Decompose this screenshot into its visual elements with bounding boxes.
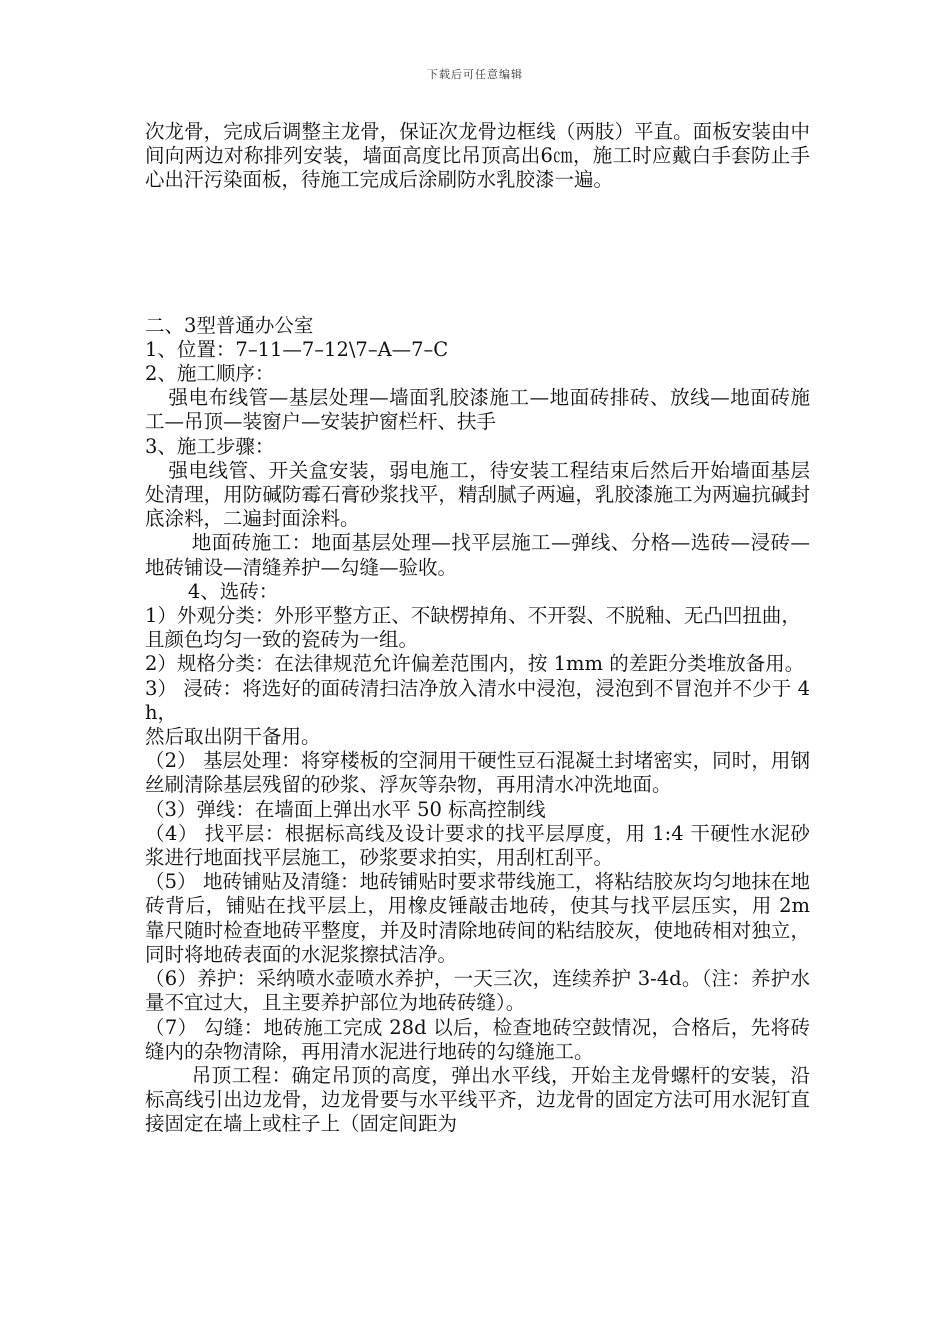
item-curing: （6）养护：采纳喷水壶喷水养护，一天三次，连续养护 3-4d。（注：养护水量不宜过大，且主要养护部位为地砖砖缝）。 (145, 967, 810, 1015)
document-body (145, 120, 810, 1137)
steps-text: 强电线管、开关盒安装，弱电施工，待安装工程结束后然后开始墙面基层处清理，用防碱防霉石膏砂浆找平，精刮腻子两遍，乳胶漆施工为两遍抗碱封底涂料，二遍封面涂料。 (145, 458, 810, 531)
paragraph-panel-installation: 次龙骨，完成后调整主龙骨，保证次龙骨边框线（两肢）平直。面板安装由中间向两边对称排列安装，墙面高度比吊顶高出6㎝，施工时应戴白手套防止手心出汗污染面板，待施工完成后涂刷防水乳胶漆一遍。 (145, 120, 810, 192)
page-header: 下载后可任意编辑 (427, 68, 523, 81)
select-item-1a: 1）外观分类：外形平整方正、不缺楞掉角、不开裂、不脱釉、无凸凹扭曲， (145, 604, 801, 628)
select-heading: 4、选砖： (187, 579, 279, 603)
select-item-1b: 且颜色均匀一致的瓷砖为一组。 (145, 628, 419, 652)
section-title: 二、3型普通办公室 (145, 313, 314, 337)
floor-tile-text: 地面砖施工：地面基层处理—找平层施工—弹线、分格—选砖—浸砖—地砖铺设—清缝养护—勾缝—验收。 (145, 531, 810, 579)
order-heading: 2、施工顺序： (145, 362, 275, 386)
select-item-2: 2）规格分类：在法律规范允许偏差范围内，按 1mm 的差距分类堆放备用。 (145, 652, 805, 676)
item-leveling-layer: （4） 找平层：根据标高线及设计要求的找平层厚度，用 1:4 干硬性水泥砂浆进行地面找平层施工，砂浆要求拍实，用刮杠刮平。 (145, 821, 810, 870)
item-tile-laying: （5） 地砖铺贴及清缝：地砖铺贴时要求带线施工，将粘结胶灰均匀地抹在地砖背后，铺贴在找平层上，用橡皮锤敲击地砖，使其与找平层压实，用 2m 靠尺随时检查地砖平整度，并及时清除地砖间的粘结胶灰，使地砖相对独立，同时将地砖表面的水泥浆擦拭洁净。 (145, 870, 810, 966)
select-item-3a: 3） 浸砖：将选好的面砖清扫洁净放入清水中浸泡，浸泡到不冒泡并不少于 4h， (145, 676, 810, 724)
item-snap-line: （3）弹线：在墙面上弹出水平 50 标高控制线 (145, 797, 546, 821)
item-base-treatment: （2） 基层处理：将穿楼板的空洞用干硬性豆石混凝土封堵密实，同时，用钢丝刷清除基层残留的砂浆、浮灰等杂物，再用清水冲洗地面。 (145, 749, 810, 797)
select-item-3b: 然后取出阴干备用。 (145, 725, 321, 749)
steps-heading: 3、施工步骤： (145, 434, 275, 458)
order-text: 强电布线管—基层处理—墙面乳胶漆施工—地面砖排砖、放线—地面砖施工—吊顶—装窗户—安装护窗栏杆、扶手 (145, 386, 810, 434)
blank-gap (145, 193, 810, 314)
location-line: 1、位置：7–11—7–12\7–A—7–C (145, 337, 449, 361)
item-grouting: （7） 勾缝：地砖施工完成 28d 以后，检查地砖空鼓情况，合格后，先将砖缝内的杂物清除，再用清水泥进行地砖的勾缝施工。 (145, 1015, 810, 1063)
ceiling-text: 吊顶工程：确定吊顶的高度，弹出水平线，开始主龙骨螺杆的安装，沿标高线引出边龙骨，边龙骨要与水平线平齐，边龙骨的固定方法可用水泥钉直接固定在墙上或柱子上（固定间距为 (145, 1063, 810, 1136)
